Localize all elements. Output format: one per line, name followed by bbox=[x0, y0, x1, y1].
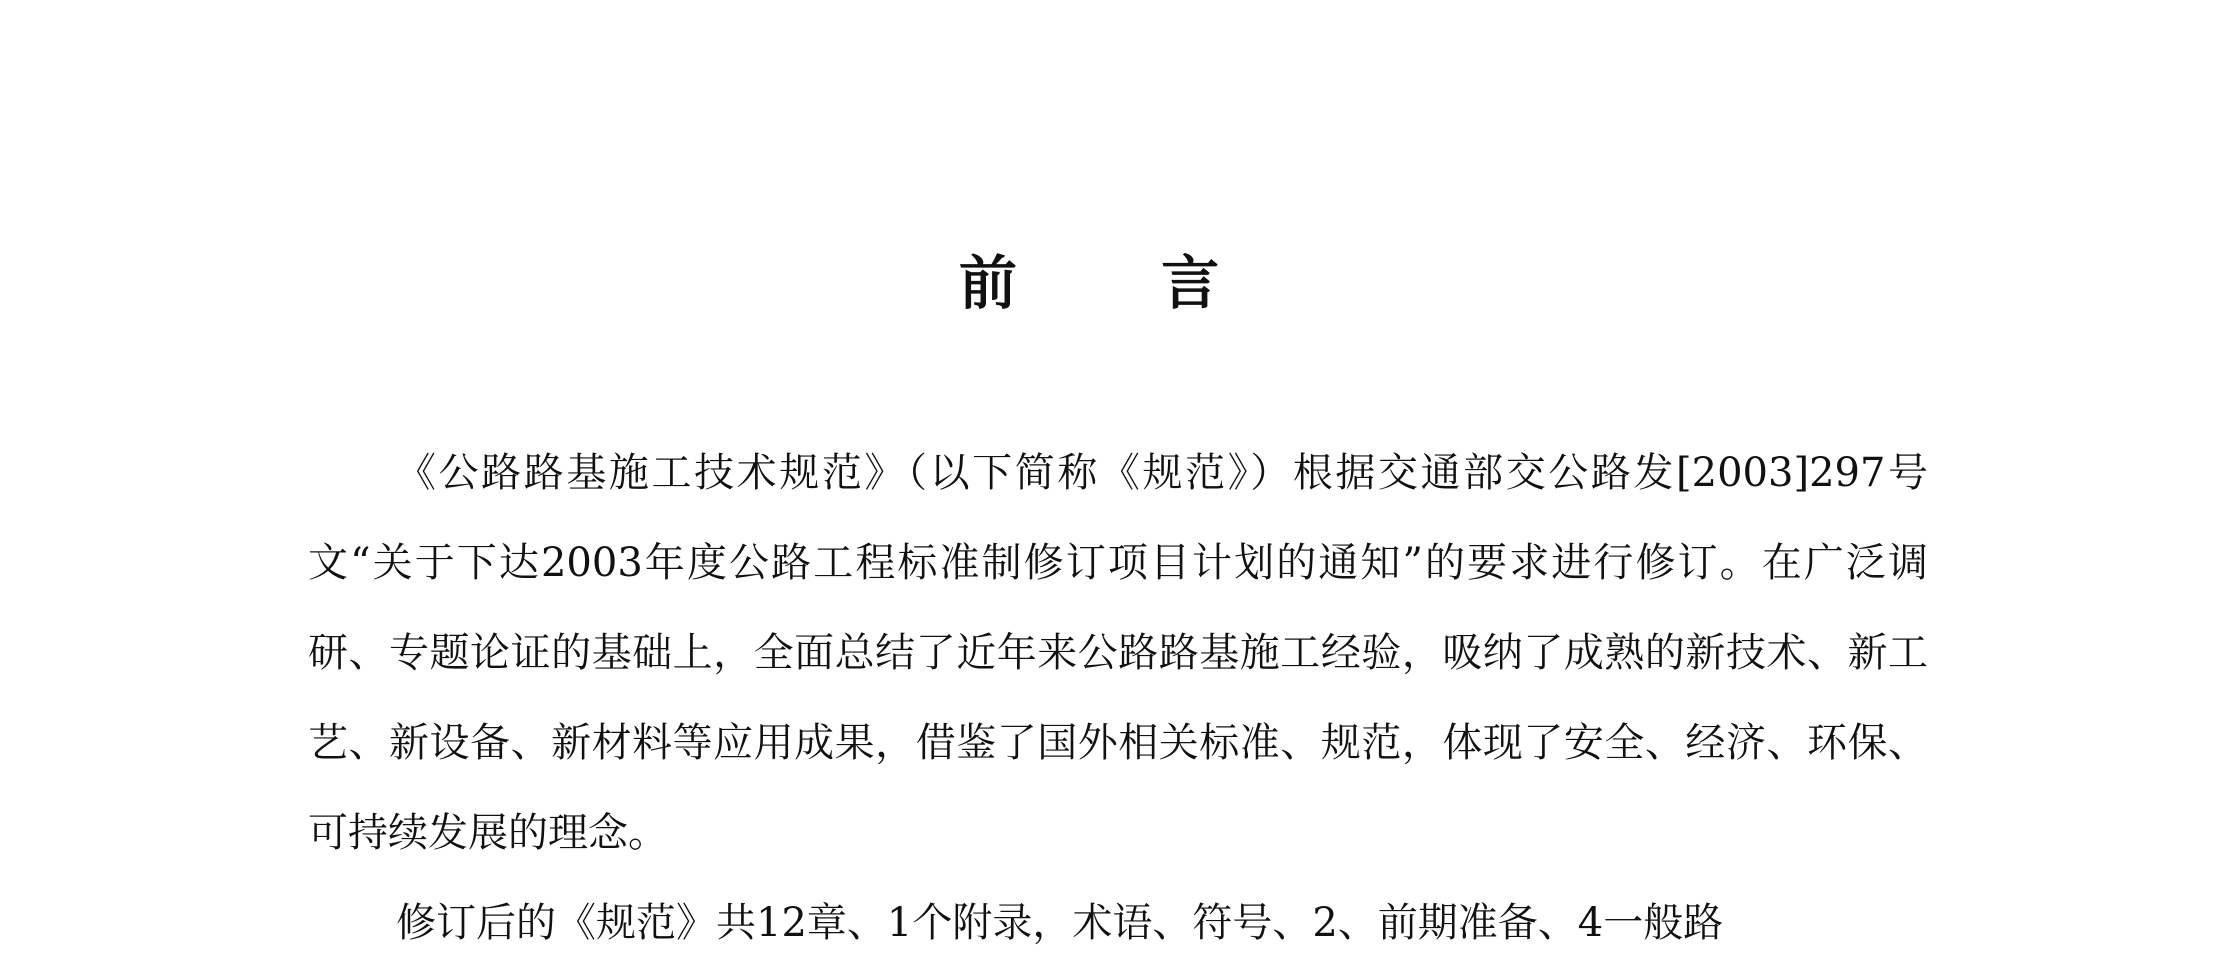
paragraph: 修订后的《规范》共12章、1个附录，术语、符号、2、前期准备、4一般路 bbox=[396, 900, 1724, 946]
document-body bbox=[308, 428, 1928, 968]
paragraph: 《公路路基施工技术规范》（以下简称《规范》）根据交通部交公路发[2003]297号文“关于下达2003年度公路工程标准制修订项目计划的通知”的要求进行修订。在广泛调研、专题论证的基础上，全面总结了近年来公路路基施工经验，吸纳了成熟的新技术、新工艺、新设备、新材料等应用成果，借鉴了国外相关标准、规范，体现了安全、经济、环保、可持续发展的理念。 bbox=[308, 450, 1928, 856]
page-title: 前 言 bbox=[958, 249, 1282, 317]
